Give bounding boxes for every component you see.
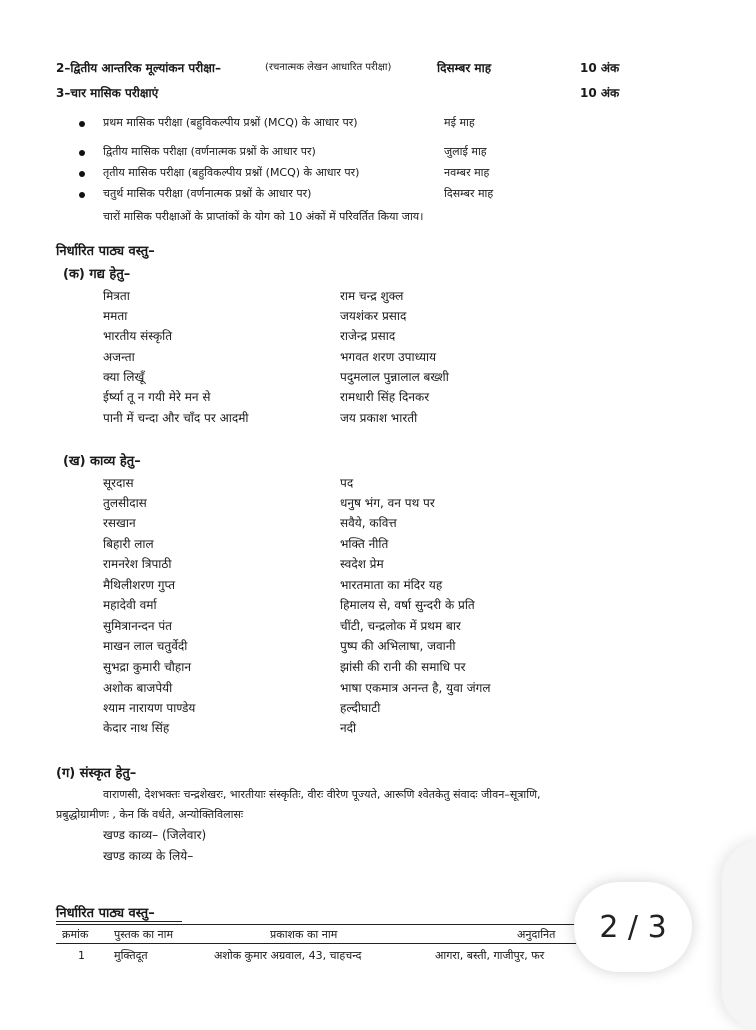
prose-heading: (क) गद्य हेतु–: [63, 267, 131, 282]
poet-name: तुलसीदास: [103, 496, 147, 510]
prose-author: रामधारी सिंह दिनकर: [340, 390, 430, 404]
poet-name: सुभद्रा कुमारी चौहान: [103, 660, 192, 674]
poem-title: हिमालय से, वर्षा सुन्दरी के प्रति: [340, 598, 475, 612]
second-internal-note: (रचनात्मक लेखन आधारित परीक्षा): [265, 62, 392, 73]
poem-title: स्वदेश प्रेम: [340, 557, 384, 571]
prose-title: ईर्ष्या तू न गयी मेरे मन से: [103, 390, 211, 404]
exam-month: जुलाई माह: [444, 145, 487, 158]
khand-kavya-for: खण्ड काव्य के लिये–: [103, 849, 194, 863]
poem-title: हल्दीघाटी: [340, 701, 381, 715]
sanskrit-line-1: वाराणसी, देशभक्तः चन्द्रशेखरः, भारतीयाः संस्कृतिः, वीरः वीरेण पूज्यते, आरूणि श्वेतकेतु संवादः जीवन–सूत्राणि,: [103, 788, 541, 801]
next-page-edge[interactable]: [722, 840, 756, 1030]
poet-name: रसखान: [103, 516, 136, 530]
table-top-rule: [56, 924, 576, 925]
prose-title: पानी में चन्दा और चाँद पर आदमी: [103, 411, 249, 425]
col-header-book: पुस्तक का नाम: [114, 928, 174, 941]
exam-name: चतुर्थ मासिक परीक्षा (वर्णनात्मक प्रश्नों के आधार पर): [103, 187, 312, 200]
poet-name: अशोक बाजपेयी: [103, 681, 173, 695]
poem-title: नदी: [340, 721, 357, 735]
bullet-icon: [79, 171, 85, 177]
page-indicator: [574, 882, 692, 972]
col-header-sn: क्रमांक: [62, 928, 89, 941]
poet-name: सुमित्रानन्दन पंत: [103, 619, 172, 633]
exam-month: दिसम्बर माह: [444, 187, 494, 200]
four-monthly-label: 3–चार मासिक परीक्षाएं: [56, 86, 159, 100]
prose-title: मित्रता: [103, 289, 130, 303]
khand-kavya-districtwise: खण्ड काव्य– (जिलेवार): [103, 828, 207, 842]
conversion-note: चारों मासिक परीक्षाओं के प्राप्तांकों के योग को 10 अंकों में परिवर्तित किया जाय।: [103, 210, 424, 223]
sanskrit-line-2: प्रबुद्धोग्रामीणः , केन किं वर्धते, अन्योक्तिविलासः: [56, 808, 244, 821]
col-header-districts: अनुदानित: [517, 928, 556, 941]
cell-book: मुक्तिदूत: [114, 949, 148, 962]
second-internal-label: 2–द्वितीय आन्तरिक मूल्यांकन परीक्षा–: [56, 61, 221, 75]
poem-title: पुष्प की अभिलाषा, जवानी: [340, 639, 456, 653]
bullet-icon: [79, 150, 85, 156]
cell-districts: आगरा, बस्ती, गाजीपुर, फर: [435, 949, 545, 962]
poet-name: माखन लाल चतुर्वेदी: [103, 639, 188, 653]
page-indicator-text: 2 / 3: [599, 909, 667, 945]
poet-name: मैथिलीशरण गुप्त: [103, 578, 176, 592]
poem-title: पद: [340, 476, 354, 490]
prose-title: ममता: [103, 309, 128, 323]
poet-name: केदार नाथ सिंह: [103, 721, 170, 735]
prose-title: भारतीय संस्कृति: [103, 329, 173, 343]
prose-title: अजन्ता: [103, 350, 135, 364]
poem-title: चींटी, चन्द्रलोक में प्रथम बार: [340, 619, 461, 633]
prose-author: जय प्रकाश भारती: [340, 411, 418, 425]
cell-sn: 1: [78, 949, 85, 962]
poet-name: सूरदास: [103, 476, 134, 490]
cell-publisher: अशोक कुमार अग्रवाल, 43, चाहचन्द: [214, 949, 362, 962]
prose-title: क्या लिखूँ: [103, 370, 145, 384]
bullet-icon: [79, 121, 85, 127]
poem-title: भक्ति नीति: [340, 537, 389, 551]
poem-title: भारतमाता का मंदिर यह: [340, 578, 443, 592]
table-header-rule: [56, 943, 576, 944]
prose-author: जयशंकर प्रसाद: [340, 309, 407, 323]
poem-title: धनुष भंग, वन पथ पर: [340, 496, 435, 510]
poet-name: श्याम नारायण पाण्डेय: [103, 701, 196, 715]
heading-underline: [56, 921, 182, 922]
exam-name: प्रथम मासिक परीक्षा (बहुविकल्पीय प्रश्नों (MCQ) के आधार पर): [103, 116, 358, 129]
prose-author: राम चन्द्र शुक्ल: [340, 289, 404, 303]
second-internal-marks: 10 अंक: [580, 61, 620, 75]
poem-title: भाषा एकमात्र अनन्त है, युवा जंगल: [340, 681, 491, 695]
exam-month: मई माह: [444, 116, 475, 129]
poem-title: सवैये, कवित्त: [340, 516, 397, 530]
poet-name: बिहारी लाल: [103, 537, 154, 551]
poet-name: रामनरेश त्रिपाठी: [103, 557, 172, 571]
exam-name: द्वितीय मासिक परीक्षा (वर्णनात्मक प्रश्नों के आधार पर): [103, 145, 316, 158]
prose-author: भगवत शरण उपाध्याय: [340, 350, 437, 364]
poem-title: झांसी की रानी की समाधि पर: [340, 660, 466, 674]
exam-name: तृतीय मासिक परीक्षा (बहुविकल्पीय प्रश्नों (MCQ) के आधार पर): [103, 166, 360, 179]
prose-author: राजेन्द्र प्रसाद: [340, 329, 396, 343]
poet-name: महादेवी वर्मा: [103, 598, 157, 612]
second-internal-month: दिसम्बर माह: [437, 61, 492, 75]
exam-month: नवम्बर माह: [444, 166, 490, 179]
sanskrit-heading: (ग) संस्कृत हेतु–: [56, 766, 137, 781]
bullet-icon: [79, 192, 85, 198]
poetry-heading: (ख) काव्य हेतु–: [63, 454, 141, 469]
prose-author: पदुमलाल पुन्नालाल बख्शी: [340, 370, 449, 384]
book-table-heading: निर्धारित पाठ्य वस्तु–: [56, 906, 155, 921]
four-monthly-marks: 10 अंक: [580, 86, 620, 100]
col-header-publisher: प्रकाशक का नाम: [270, 928, 338, 941]
syllabus-heading: निर्धारित पाठ्य वस्तु–: [56, 244, 155, 259]
